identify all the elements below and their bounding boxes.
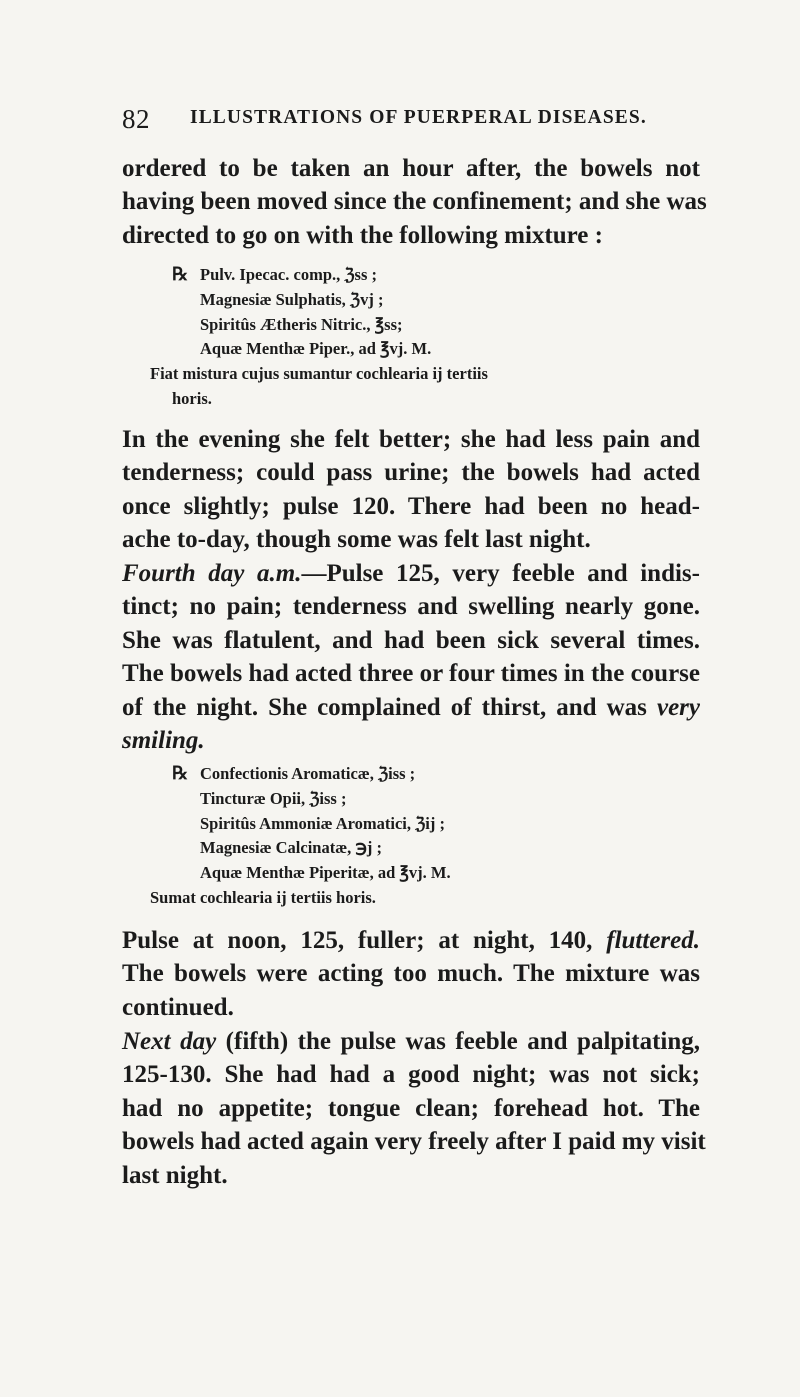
text-span: of the night. She complained of thirst, and was	[122, 693, 657, 721]
text-span: —Pulse 125, very feeble and indis-	[301, 560, 700, 587]
text-line: once slightly; pulse 120. There had been no head-	[122, 492, 700, 520]
recipe-symbol-icon: ℞	[172, 763, 189, 783]
italic-span: fluttered.	[606, 927, 700, 954]
rx-directions: Sumat cochlearia ij tertiis horis.	[150, 887, 376, 907]
page-number: 82	[122, 104, 150, 134]
recipe-symbol-icon: ℞	[172, 264, 189, 284]
page-header	[122, 104, 702, 132]
paragraph-2	[122, 423, 700, 557]
rx-line: Pulv. Ipecac. comp., ℨss ;	[200, 265, 377, 284]
paragraph-5	[122, 1025, 706, 1192]
text-line: last night.	[122, 1161, 228, 1189]
day-heading: Next day	[122, 1028, 217, 1055]
paragraph-3	[122, 557, 700, 757]
text-span: Pulse at noon, 125, fuller; at night, 140,	[122, 927, 607, 954]
rx-line: Spiritûs Ammoniæ Aromatici, ℨij ;	[200, 813, 445, 833]
day-heading: Fourth day a.m.	[122, 560, 302, 587]
rx-line: Confectionis Aromaticæ, ℨiss ;	[200, 764, 416, 783]
text-line: having been moved since the confinement; and she was	[122, 188, 707, 216]
prescription-1	[150, 262, 488, 412]
text-line: tinct; no pain; tenderness and swelling nearly gone.	[122, 593, 700, 621]
text-line: 125-130. She had had a good night; was not sick;	[122, 1061, 700, 1089]
text-line: ordered to be taken an hour after, the bowels not	[122, 155, 700, 182]
rx-line: Aquæ Menthæ Piperitæ, ad ℥vj. M.	[200, 863, 451, 883]
rx-line: Aquæ Menthæ Piper., ad ℥vj. M.	[200, 339, 432, 359]
text-line: continued.	[122, 993, 234, 1021]
paragraph-4	[122, 924, 700, 1024]
italic-line: smiling.	[122, 727, 205, 755]
text-span: (fifth) the pulse was feeble and palpitating,	[216, 1028, 700, 1055]
italic-span: very	[656, 693, 700, 721]
text-line: She was flatulent, and had been sick several times.	[122, 626, 700, 654]
running-head: ILLUSTRATIONS OF PUERPERAL DISEASES.	[190, 107, 647, 128]
text-line: The bowels had acted three or four times in the course	[122, 660, 700, 688]
rx-line: Spiritûs Ætheris Nitric., ℥ss;	[200, 314, 403, 334]
paragraph-1	[122, 152, 707, 252]
rx-directions: horis.	[172, 388, 212, 408]
rx-line: Magnesiæ Sulphatis, ℨvj ;	[200, 289, 384, 309]
rx-line: Magnesiæ Calcinatæ, ℈j ;	[200, 838, 382, 858]
rx-directions: Fiat mistura cujus sumantur cochlearia ij tertiis	[150, 364, 488, 384]
text-line: had no appetite; tongue clean; forehead hot. The	[122, 1094, 700, 1122]
text-line: tenderness; could pass urine; the bowels had acted	[122, 459, 700, 487]
text-line: In the evening she felt better; she had less pain and	[122, 426, 700, 453]
prescription-2	[150, 761, 451, 911]
text-line: bowels had acted again very freely after I paid my visit	[122, 1128, 706, 1156]
rx-line: Tincturæ Opii, ℨiss ;	[200, 788, 347, 808]
text-line: The bowels were acting too much. The mixture was	[122, 960, 700, 988]
text-line: ache to-day, though some was felt last night.	[122, 526, 591, 554]
text-line: directed to go on with the following mixture :	[122, 221, 603, 249]
